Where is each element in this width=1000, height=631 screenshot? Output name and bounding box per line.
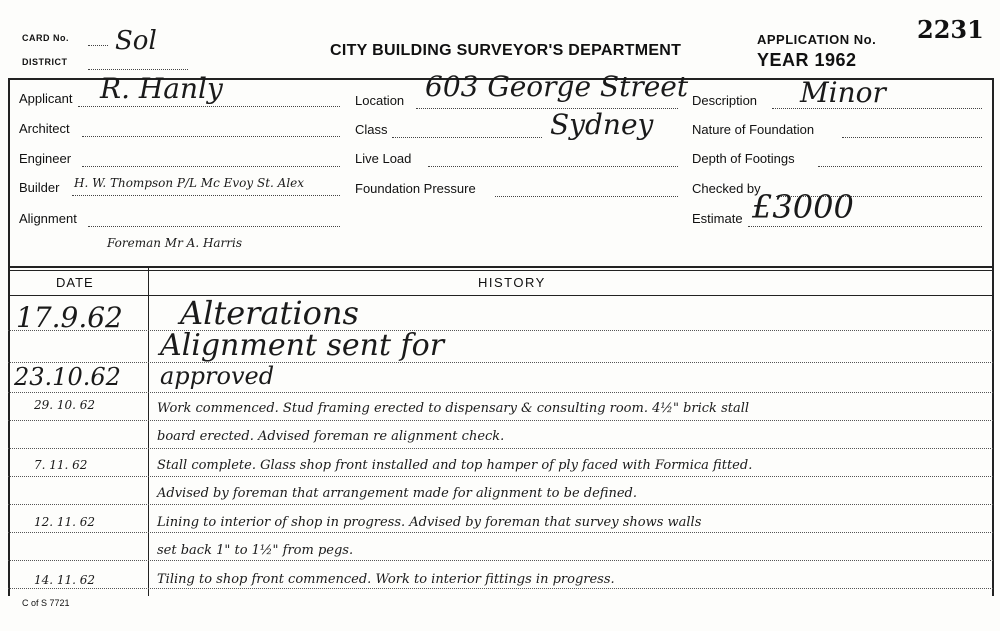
row-rule	[8, 504, 993, 505]
history-text: set back 1" to 1½" from pegs.	[157, 543, 354, 558]
alignment-label: Alignment	[19, 211, 77, 226]
history-date: 29. 10. 62	[34, 398, 96, 412]
foundation-pressure-label: Foundation Pressure	[355, 181, 476, 196]
live-load-dots	[428, 166, 678, 167]
history-top-rule-2	[8, 270, 994, 271]
architect-label: Architect	[19, 121, 70, 136]
row-rule	[8, 392, 993, 393]
applicant-label: Applicant	[19, 91, 73, 106]
details-right-rule	[992, 78, 994, 268]
row-rule	[8, 560, 993, 561]
form-code: C of S 7721	[22, 598, 70, 608]
history-text: Tiling to shop front commenced. Work to interior fittings in progress.	[157, 572, 615, 587]
history-text: board erected. Advised foreman re alignment check.	[157, 429, 505, 444]
department-title: CITY BUILDING SURVEYOR'S DEPARTMENT	[330, 42, 682, 59]
district-label: DISTRICT	[22, 57, 68, 67]
history-text: approved	[160, 362, 275, 390]
row-rule	[8, 448, 993, 449]
row-rule	[8, 532, 993, 533]
estimate-dots	[748, 226, 982, 227]
description-label: Description	[692, 93, 758, 108]
row-rule	[8, 420, 993, 421]
nature-of-foundation-label: Nature of Foundation	[692, 122, 815, 137]
row-rule	[8, 476, 993, 477]
row-rule	[8, 588, 993, 589]
location-label: Location	[355, 93, 405, 108]
history-right-rule	[992, 266, 994, 596]
estimate-label: Estimate	[692, 211, 743, 226]
date-column-header: DATE	[56, 275, 94, 290]
alignment-dots	[88, 226, 340, 227]
row-rule	[8, 330, 993, 331]
builder-value: H. W. Thompson P/L Mc Evoy St. Alex	[74, 176, 305, 190]
foreman-note: Foreman Mr A. Harris	[107, 236, 243, 250]
district-dots	[88, 69, 188, 70]
builder-label: Builder	[19, 180, 60, 195]
history-left-rule	[8, 266, 10, 596]
history-top-rule	[8, 266, 994, 268]
description-value: Minor	[800, 76, 886, 109]
year-label: YEAR 1962	[757, 50, 857, 70]
history-text: Lining to interior of shop in progress. Advised by foreman that survey shows walls	[157, 515, 702, 530]
engineer-label: Engineer	[19, 151, 72, 166]
class-label: Class	[355, 122, 388, 137]
nature-of-foundation-dots	[842, 137, 982, 138]
builder-dots	[72, 195, 340, 196]
applicant-value: R. Hanly	[100, 72, 223, 105]
history-column-header: HISTORY	[478, 275, 546, 290]
history-text: Alignment sent for	[160, 328, 445, 363]
details-left-rule	[8, 78, 10, 268]
depth-of-footings-label: Depth of Footings	[692, 151, 795, 166]
history-date: 12. 11. 62	[34, 515, 96, 529]
row-rule	[8, 362, 993, 363]
location-value-2: Sydney	[550, 108, 654, 141]
live-load-label: Live Load	[355, 151, 412, 166]
card-no-value: Sol	[115, 26, 157, 56]
location-value-1: 603 George Street	[425, 70, 689, 103]
foundation-pressure-dots	[495, 196, 678, 197]
class-dots	[392, 137, 542, 138]
application-number: 2231	[917, 15, 984, 44]
history-date: 14. 11. 62	[34, 573, 96, 587]
history-date: 17.9.62	[16, 301, 123, 334]
history-date: 7. 11. 62	[34, 458, 88, 472]
engineer-dots	[82, 166, 340, 167]
history-text: Alterations	[180, 294, 359, 332]
history-text: Advised by foreman that arrangement made for alignment to be defined.	[157, 486, 637, 501]
history-text: Stall complete. Glass shop front installed and top hamper of ply faced with Formica fitted.	[157, 458, 753, 473]
estimate-value: £3000	[752, 188, 854, 226]
applicant-dots	[78, 106, 340, 107]
history-text: Work commenced. Stud framing erected to dispensary & consulting room. 4½" brick stall	[157, 401, 750, 416]
depth-of-footings-dots	[818, 166, 982, 167]
history-header-rule	[8, 295, 994, 296]
card-no-label: CARD No.	[22, 33, 69, 43]
checked-by-label: Checked by	[692, 181, 761, 196]
history-date: 23.10.62	[14, 363, 121, 391]
application-label: APPLICATION No.	[757, 32, 877, 47]
architect-dots	[82, 136, 340, 137]
date-column-divider	[148, 268, 149, 596]
card-no-dots	[88, 45, 108, 46]
